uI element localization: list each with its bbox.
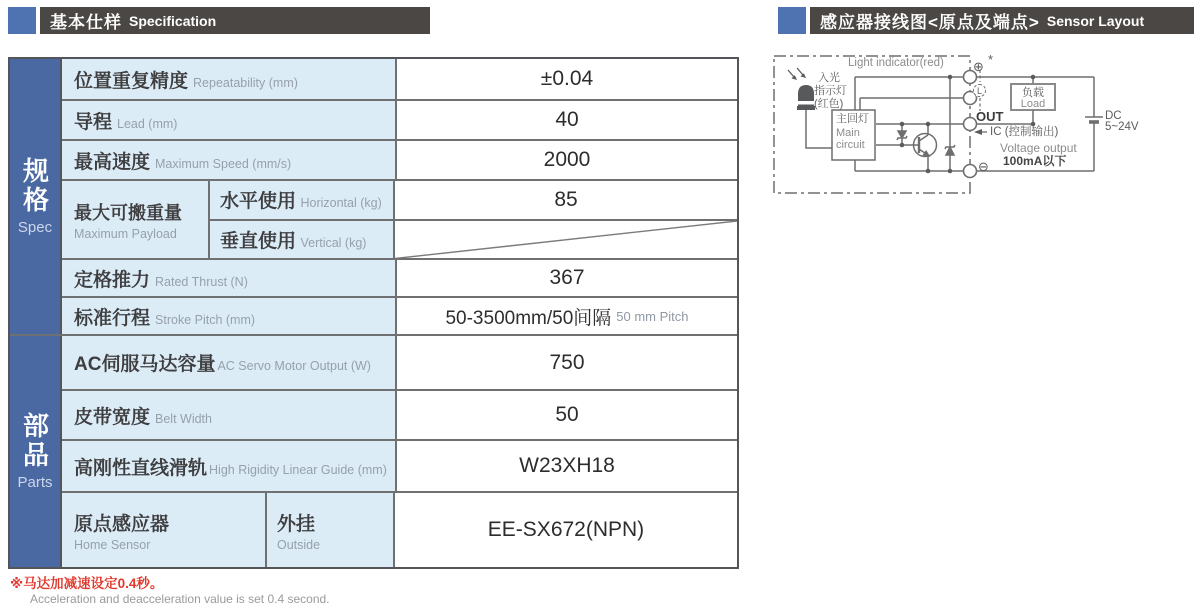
- row-label: [62, 391, 397, 439]
- asterisk-marker: *: [988, 52, 994, 67]
- row-value: EE-SX672(NPN): [395, 493, 737, 567]
- row-value: 367: [397, 260, 737, 296]
- arrow-left-icon: [974, 129, 982, 135]
- load-zh-label: 负载: [1022, 87, 1044, 99]
- table-row-stroke-pitch: [62, 296, 737, 334]
- battery-icon: [1085, 77, 1103, 171]
- group-spec-en: Spec: [17, 219, 53, 236]
- label-zh: 最大可搬重量: [74, 202, 182, 223]
- row-label: [62, 141, 397, 179]
- row-value: [397, 298, 737, 334]
- row-label: [62, 101, 397, 139]
- table-row-payload: [62, 179, 737, 258]
- label-en: High Rigidity Linear Guide (mm): [209, 462, 387, 477]
- label-en: Vertical (kg): [300, 235, 367, 250]
- stroke-value: 50-3500mm/50间隔: [445, 307, 612, 329]
- main-circuit-en-label-1: Main: [836, 127, 860, 139]
- home-sensor-label: [62, 493, 267, 567]
- label-zh: 标准行程: [74, 307, 151, 329]
- row-label: [62, 441, 397, 491]
- label-zh: 水平使用: [220, 191, 297, 213]
- light-ray-icons: [788, 68, 806, 80]
- sensor-header-en: Sensor Layout: [1046, 12, 1145, 29]
- row-value: 750: [397, 336, 737, 389]
- out-label: OUT: [976, 109, 1004, 124]
- home-sensor-sub-label: [267, 493, 395, 567]
- label-zh: 导程: [74, 111, 113, 133]
- minus-terminal-symbol: ⊖: [978, 159, 989, 174]
- label-en: Lead (mm): [117, 116, 178, 131]
- label-en: Rated Thrust (N): [155, 274, 248, 289]
- diagonal-na-line: [395, 221, 737, 259]
- plus-terminal-symbol: ⊕: [973, 59, 984, 74]
- row-label: [62, 260, 397, 296]
- label-en: Belt Width: [155, 411, 212, 426]
- label-zh: 最高速度: [74, 151, 151, 173]
- label-en: Maximum Speed (mm/s): [155, 156, 292, 171]
- label-zh: 垂直使用: [220, 230, 297, 252]
- label-zh: 位置重复精度: [74, 70, 189, 92]
- payload-horizontal-row: [210, 181, 737, 219]
- table-row-lead: [62, 99, 737, 139]
- label-zh: 皮带宽度: [74, 406, 151, 428]
- indicator-lamp-label: 指示灯: [814, 85, 847, 97]
- row-value: 50: [397, 391, 737, 439]
- label-en: Outside: [277, 537, 321, 552]
- sensor-wiring-diagram: [772, 48, 1200, 210]
- row-label: [62, 336, 397, 389]
- row-value: 85: [395, 181, 737, 219]
- note-acceleration-zh: ※马达加减速设定0.4秒。: [10, 576, 164, 591]
- dc-label: DC: [1105, 110, 1122, 122]
- group-label-spec: [10, 59, 62, 334]
- main-circuit-en-label-2: circuit: [836, 139, 865, 151]
- spec-header-zh: 基本仕样: [50, 13, 122, 32]
- incident-light-label: 入光: [818, 72, 840, 84]
- table-row-linear-guide: [62, 439, 737, 491]
- label-zh: 高刚性直线滑轨: [74, 457, 208, 479]
- current-limit-label: 100mA以下: [1003, 154, 1067, 168]
- stroke-value-suffix: 50 mm Pitch: [616, 308, 689, 324]
- table-row-max-speed: [62, 139, 737, 179]
- label-zh: 定格推力: [74, 269, 151, 291]
- note-acceleration-en: Acceleration and deacceleration value is set 0.4 second.: [30, 592, 330, 606]
- payload-vertical-row: [210, 219, 737, 259]
- group-parts: [10, 334, 737, 567]
- sub-label: [210, 221, 395, 259]
- table-row-rated-thrust: [62, 258, 737, 296]
- row-value: ±0.04: [397, 59, 737, 99]
- label-en: Maximum Payload: [74, 226, 177, 241]
- red-label: (红色): [814, 98, 844, 110]
- zener-diode-icon: [897, 124, 907, 145]
- accent-square-icon: [778, 7, 806, 34]
- specification-header-bar: [40, 7, 430, 34]
- section-header-specification: [8, 7, 430, 34]
- group-parts-zh: 部品: [19, 412, 50, 470]
- row-value: W23XH18: [397, 441, 737, 491]
- row-value: 2000: [397, 141, 737, 179]
- table-row-repeatability: [62, 59, 737, 99]
- label-en: AC Servo Motor Output (W): [217, 359, 371, 373]
- ic-control-output-label: IC (控制输出): [990, 126, 1059, 138]
- light-indicator-label: Light indicator(red): [848, 57, 944, 69]
- specification-table: [8, 57, 739, 569]
- l-terminal-symbol: L: [973, 84, 986, 97]
- group-label-parts: [10, 336, 62, 567]
- led-wire: [806, 110, 832, 148]
- label-en: Home Sensor: [74, 537, 151, 552]
- group-parts-en: Parts: [17, 474, 53, 491]
- spec-header-en: Specification: [129, 12, 217, 29]
- row-label: [62, 59, 397, 99]
- sensor-header-bar: [810, 7, 1194, 34]
- payload-label: [62, 181, 210, 258]
- group-spec-zh: 规格: [19, 157, 50, 215]
- label-zh: 原点感应器: [74, 513, 170, 535]
- accent-square-icon: [8, 7, 36, 34]
- label-zh: AC伺服马达容量: [74, 354, 216, 375]
- sensor-header-zh: 感应器接线图<原点及端点>: [820, 13, 1040, 32]
- table-row-belt-width: [62, 389, 737, 439]
- npn-transistor-icon: [914, 124, 937, 171]
- row-label: [62, 298, 397, 334]
- table-row-servo-output: [62, 336, 737, 389]
- label-en: Horizontal (kg): [300, 196, 382, 211]
- label-zh: 外挂: [277, 513, 316, 535]
- led-icon: [797, 85, 815, 110]
- dc-range-label: 5~24V: [1105, 121, 1139, 133]
- voltage-output-label: Voltage output: [1000, 141, 1077, 155]
- not-applicable-cell: [395, 221, 737, 259]
- main-circuit-zh-label: 主回灯: [836, 113, 869, 125]
- group-spec: [10, 59, 737, 334]
- label-en: Repeatability (mm): [193, 75, 298, 90]
- label-en: Stroke Pitch (mm): [155, 312, 256, 327]
- row-value: 40: [397, 101, 737, 139]
- sub-label: [210, 181, 395, 219]
- section-header-sensor-layout: [778, 7, 1194, 34]
- load-en-label: Load: [1020, 98, 1046, 110]
- table-row-home-sensor: [62, 491, 737, 567]
